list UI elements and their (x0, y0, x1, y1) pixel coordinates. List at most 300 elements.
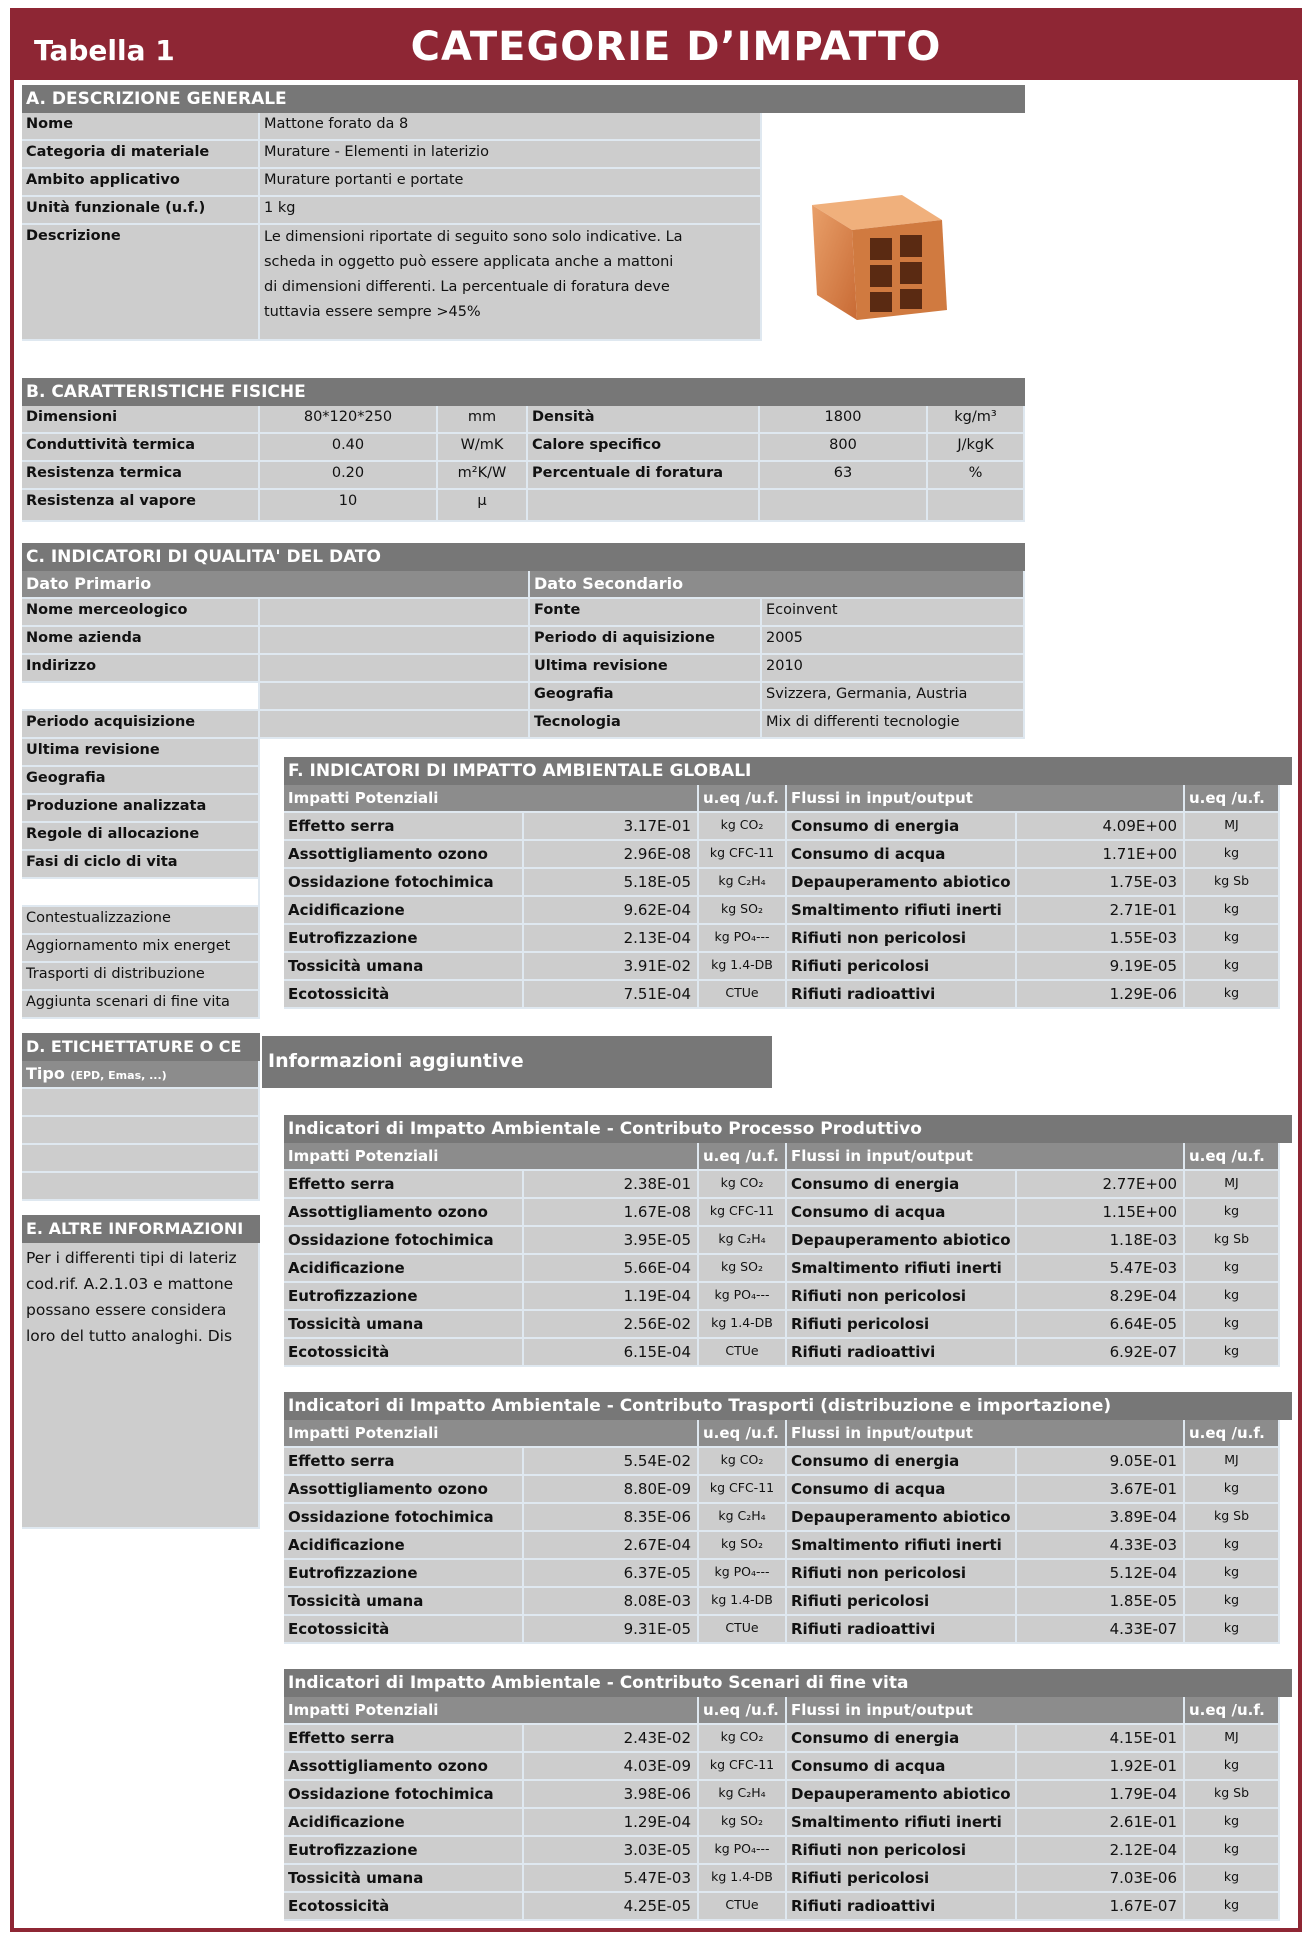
col-flussi: Flussi in input/output (787, 785, 1185, 813)
flux-name: Rifiuti radioattivi (787, 1893, 1017, 1921)
c-right-value: 2010 (762, 655, 1025, 683)
impact-value: 2.67E-04 (524, 1532, 699, 1560)
impact-unit: kg 1.4-DB (699, 1311, 787, 1339)
c-mid-cell (260, 683, 530, 711)
table-row (284, 1560, 1292, 1588)
impact-unit: kg C₂H₄ (699, 1504, 787, 1532)
c-right-row (530, 655, 1025, 683)
impact-value: 6.37E-05 (524, 1560, 699, 1588)
b-cell: kg/m³ (928, 406, 1025, 434)
impact-name: Ossidazione fotochimica (284, 1781, 524, 1809)
table-title: Indicatori di Impatto Ambientale - Contributo Scenari di fine vita (284, 1669, 1292, 1697)
col-flussi: Flussi in input/output (787, 1697, 1185, 1725)
impact-name: Assottigliamento ozono (284, 1753, 524, 1781)
table-header (284, 1143, 1292, 1171)
table-title: Indicatori di Impatto Ambientale - Contributo Processo Produttivo (284, 1115, 1292, 1143)
flux-value: 1.29E-06 (1017, 981, 1185, 1009)
flux-unit: kg Sb (1185, 1504, 1280, 1532)
impact-value: 5.66E-04 (524, 1255, 699, 1283)
impact-name: Eutrofizzazione (284, 1560, 524, 1588)
impact-value: 9.62E-04 (524, 897, 699, 925)
impact-value: 9.31E-05 (524, 1616, 699, 1644)
table-row (284, 1588, 1292, 1616)
flux-value: 7.03E-06 (1017, 1865, 1185, 1893)
flux-value: 6.64E-05 (1017, 1311, 1185, 1339)
impact-unit: kg SO₂ (699, 897, 787, 925)
flux-value: 1.18E-03 (1017, 1227, 1185, 1255)
impact-unit: kg C₂H₄ (699, 869, 787, 897)
impact-value: 8.80E-09 (524, 1476, 699, 1504)
impact-name: Assottigliamento ozono (284, 1199, 524, 1227)
impact-name: Eutrofizzazione (284, 925, 524, 953)
flux-unit: kg (1185, 1753, 1280, 1781)
col-impatti: Impatti Potenziali (284, 1143, 699, 1171)
flux-name: Consumo di energia (787, 1171, 1017, 1199)
flux-value: 5.47E-03 (1017, 1255, 1185, 1283)
impact-unit: kg 1.4-DB (699, 1588, 787, 1616)
flux-unit: kg (1185, 1476, 1280, 1504)
impact-name: Acidificazione (284, 1809, 524, 1837)
flux-name: Depauperamento abiotico (787, 1504, 1017, 1532)
flux-value: 1.15E+00 (1017, 1199, 1185, 1227)
flux-name: Rifiuti non pericolosi (787, 925, 1017, 953)
c-right-row (530, 711, 1025, 739)
table-row (284, 1865, 1292, 1893)
c-mid-cell (260, 599, 530, 627)
impact-name: Ecotossicità (284, 1616, 524, 1644)
impact-unit: kg CO₂ (699, 1171, 787, 1199)
altre-info-text: Per i differenti tipi di lateriz cod.rif. A.2.1.03 e mattone possano essere considera loro del tutto analoghi. Dis (22, 1243, 260, 1529)
table-row (284, 1283, 1292, 1311)
table-row (284, 1339, 1292, 1367)
flux-unit: kg (1185, 1809, 1280, 1837)
b-cell: J/kgK (928, 434, 1025, 462)
table-row (284, 1171, 1292, 1199)
table-row (284, 1753, 1292, 1781)
a-label: Unità funzionale (u.f.) (22, 197, 260, 225)
flux-name: Smaltimento rifiuti inerti (787, 1809, 1017, 1837)
flux-value: 2.71E-01 (1017, 897, 1185, 925)
table-row (284, 1781, 1292, 1809)
flux-unit: kg (1185, 1865, 1280, 1893)
impact-value: 8.08E-03 (524, 1588, 699, 1616)
b-cell: 1800 (760, 406, 928, 434)
b-cell: 0.40 (260, 434, 438, 462)
impact-name: Acidificazione (284, 1532, 524, 1560)
col-flussi: Flussi in input/output (787, 1143, 1185, 1171)
flux-unit: kg (1185, 1616, 1280, 1644)
flux-value: 2.61E-01 (1017, 1809, 1185, 1837)
impact-name: Tossicità umana (284, 1588, 524, 1616)
col-flussi: Flussi in input/output (787, 1420, 1185, 1448)
c-left-label (22, 879, 260, 907)
flux-name: Rifiuti radioattivi (787, 1616, 1017, 1644)
impact-name: Ossidazione fotochimica (284, 869, 524, 897)
page-title: CATEGORIE D’IMPATTO (410, 24, 942, 70)
flux-value: 1.71E+00 (1017, 841, 1185, 869)
impact-unit: kg 1.4-DB (699, 1865, 787, 1893)
b-cell: μ (438, 490, 528, 522)
table-row (284, 1199, 1292, 1227)
c-right-value: 2005 (762, 627, 1025, 655)
impact-unit: kg CO₂ (699, 1725, 787, 1753)
section-c-title: C. INDICATORI DI QUALITA' DEL DATO (22, 543, 1025, 571)
c-left-label: Ultima revisione (22, 739, 260, 767)
impact-name: Effetto serra (284, 1448, 524, 1476)
c-right-row (530, 683, 1025, 711)
flux-value: 3.67E-01 (1017, 1476, 1185, 1504)
flux-name: Smaltimento rifiuti inerti (787, 1532, 1017, 1560)
flux-name: Rifiuti non pericolosi (787, 1837, 1017, 1865)
impact-value: 2.38E-01 (524, 1171, 699, 1199)
c-left-label: Regole di allocazione (22, 823, 260, 851)
impact-unit: CTUe (699, 1339, 787, 1367)
flux-name: Rifiuti pericolosi (787, 1588, 1017, 1616)
impact-name: Effetto serra (284, 813, 524, 841)
flux-name: Depauperamento abiotico (787, 1781, 1017, 1809)
impact-unit: kg CO₂ (699, 813, 787, 841)
a-value: Murature - Elementi in laterizio (260, 141, 762, 169)
c-left-label: Aggiornamento mix energet (22, 935, 260, 963)
impact-value: 1.19E-04 (524, 1283, 699, 1311)
impact-name: Ecotossicità (284, 981, 524, 1009)
impact-value: 6.15E-04 (524, 1339, 699, 1367)
c-left-label: Indirizzo (22, 655, 260, 683)
flux-value: 1.85E-05 (1017, 1588, 1185, 1616)
impact-value: 3.03E-05 (524, 1837, 699, 1865)
b-cell: 80*120*250 (260, 406, 438, 434)
impact-name: Effetto serra (284, 1725, 524, 1753)
impact-unit: kg SO₂ (699, 1532, 787, 1560)
b-cell: % (928, 462, 1025, 490)
a-value: Mattone forato da 8 (260, 113, 762, 141)
impact-value: 5.54E-02 (524, 1448, 699, 1476)
flux-value: 4.33E-03 (1017, 1532, 1185, 1560)
flux-value: 4.09E+00 (1017, 813, 1185, 841)
impact-unit: kg 1.4-DB (699, 953, 787, 981)
flux-name: Rifiuti non pericolosi (787, 1283, 1017, 1311)
table-title: Indicatori di Impatto Ambientale - Contributo Trasporti (distribuzione e importazione) (284, 1392, 1292, 1420)
a-label: Ambito applicativo (22, 169, 260, 197)
flux-value: 1.55E-03 (1017, 925, 1185, 953)
flux-unit: kg (1185, 1532, 1280, 1560)
flux-value: 2.77E+00 (1017, 1171, 1185, 1199)
table-row (284, 1809, 1292, 1837)
a-label: Nome (22, 113, 260, 141)
col-impatti: Impatti Potenziali (284, 1420, 699, 1448)
impact-name: Tossicità umana (284, 953, 524, 981)
section-a-title: A. DESCRIZIONE GENERALE (22, 85, 1025, 113)
description-text: Le dimensioni riportate di seguito sono solo indicative. La scheda in oggetto può essere applicata anche a mattoni di dimensioni differenti. La percentuale di foratura deve tuttavia essere sempre >45% (260, 225, 762, 341)
flux-unit: kg (1185, 1283, 1280, 1311)
impact-name: Assottigliamento ozono (284, 841, 524, 869)
impact-unit: kg CFC-11 (699, 1199, 787, 1227)
desc-label: Descrizione (22, 225, 260, 341)
a-label: Categoria di materiale (22, 141, 260, 169)
flux-unit: kg Sb (1185, 1781, 1280, 1809)
c-right-value: Mix di differenti tecnologie (762, 711, 1025, 739)
flux-name: Consumo di acqua (787, 1753, 1017, 1781)
impact-name: Ossidazione fotochimica (284, 1227, 524, 1255)
a-row (22, 113, 1025, 141)
table-header (284, 785, 1292, 813)
impact-unit: kg PO₄--- (699, 1837, 787, 1865)
c-right-value: Svizzera, Germania, Austria (762, 683, 1025, 711)
impact-unit: kg CFC-11 (699, 1476, 787, 1504)
table-row (284, 897, 1292, 925)
flux-name: Rifiuti pericolosi (787, 1311, 1017, 1339)
title-banner (10, 8, 1302, 80)
col-impatti: Impatti Potenziali (284, 1697, 699, 1725)
impact-name: Effetto serra (284, 1171, 524, 1199)
impact-unit: kg CFC-11 (699, 1753, 787, 1781)
c-left-label: Trasporti di distribuzione (22, 963, 260, 991)
c-left-label: Periodo acquisizione (22, 711, 260, 739)
flux-unit: MJ (1185, 1171, 1280, 1199)
flux-name: Rifiuti non pericolosi (787, 1560, 1017, 1588)
c-left-label: Fasi di ciclo di vita (22, 851, 260, 879)
c-right-value: Ecoinvent (762, 599, 1025, 627)
c-right-row (530, 627, 1025, 655)
impact-value: 3.95E-05 (524, 1227, 699, 1255)
impact-unit: kg C₂H₄ (699, 1227, 787, 1255)
section-e (22, 1215, 260, 1529)
impact-value: 2.56E-02 (524, 1311, 699, 1339)
table-row (284, 1616, 1292, 1644)
flux-unit: kg (1185, 1893, 1280, 1921)
b-cell: 800 (760, 434, 928, 462)
flux-value: 5.12E-04 (1017, 1560, 1185, 1588)
b-cell: 10 (260, 490, 438, 522)
impact-name: Assottigliamento ozono (284, 1476, 524, 1504)
b-cell: Densità (528, 406, 760, 434)
flux-name: Consumo di acqua (787, 841, 1017, 869)
flux-name: Consumo di acqua (787, 1476, 1017, 1504)
b-cell: Calore specifico (528, 434, 760, 462)
flux-name: Rifiuti pericolosi (787, 953, 1017, 981)
c-right-label: Periodo di aquisizione (530, 627, 762, 655)
impact-name: Acidificazione (284, 1255, 524, 1283)
flux-name: Smaltimento rifiuti inerti (787, 897, 1017, 925)
table-row (284, 1837, 1292, 1865)
table-row (284, 1311, 1292, 1339)
b-cell: 63 (760, 462, 928, 490)
table-row (284, 1893, 1292, 1921)
flux-value: 4.15E-01 (1017, 1725, 1185, 1753)
flux-unit: kg (1185, 1255, 1280, 1283)
b-cell: W/mK (438, 434, 528, 462)
flux-name: Rifiuti pericolosi (787, 1865, 1017, 1893)
info-aggiuntive-bar: Informazioni aggiuntive (262, 1036, 772, 1088)
flux-unit: MJ (1185, 813, 1280, 841)
b-row (22, 406, 1025, 434)
b-row (22, 462, 1025, 490)
impact-unit: kg PO₄--- (699, 925, 787, 953)
b-row (22, 434, 1025, 462)
b-cell: m²K/W (438, 462, 528, 490)
impact-value: 7.51E-04 (524, 981, 699, 1009)
flux-unit: kg Sb (1185, 1227, 1280, 1255)
dato-primario: Dato Primario (22, 571, 530, 599)
flux-value: 2.12E-04 (1017, 1837, 1185, 1865)
flux-name: Smaltimento rifiuti inerti (787, 1255, 1017, 1283)
flux-value: 1.67E-07 (1017, 1893, 1185, 1921)
table-row (284, 925, 1292, 953)
flux-unit: kg (1185, 1339, 1280, 1367)
impact-value: 1.29E-04 (524, 1809, 699, 1837)
col-ueq: u.eq /u.f. (699, 1143, 787, 1171)
a-value: 1 kg (260, 197, 762, 225)
flux-unit: MJ (1185, 1725, 1280, 1753)
dato-secondario: Dato Secondario (530, 571, 1025, 599)
c-left-label (22, 683, 260, 711)
impact-value: 3.91E-02 (524, 953, 699, 981)
impact-unit: kg CFC-11 (699, 841, 787, 869)
flux-value: 9.19E-05 (1017, 953, 1185, 981)
flux-unit: kg (1185, 1199, 1280, 1227)
impact-unit: kg CO₂ (699, 1448, 787, 1476)
impact-unit: kg C₂H₄ (699, 1781, 787, 1809)
flux-name: Rifiuti radioattivi (787, 1339, 1017, 1367)
b-cell: mm (438, 406, 528, 434)
table-title: F. INDICATORI DI IMPATTO AMBIENTALE GLOBALI (284, 757, 1292, 785)
impact-value: 4.03E-09 (524, 1753, 699, 1781)
table-row (284, 1476, 1292, 1504)
flux-value: 8.29E-04 (1017, 1283, 1185, 1311)
table-number: Tabella 1 (34, 34, 175, 67)
b-cell (760, 490, 928, 522)
impact-name: Ecotossicità (284, 1339, 524, 1367)
c-mid-cell (260, 627, 530, 655)
impact-value: 4.25E-05 (524, 1893, 699, 1921)
impact-unit: kg SO₂ (699, 1809, 787, 1837)
flux-value: 6.92E-07 (1017, 1339, 1185, 1367)
flux-name: Consumo di acqua (787, 1199, 1017, 1227)
c-left-label: Produzione analizzata (22, 795, 260, 823)
c-right-label: Tecnologia (530, 711, 762, 739)
c-right-row (530, 599, 1025, 627)
c-mid-cell (260, 711, 530, 739)
b-cell: Resistenza al vapore (22, 490, 260, 522)
flux-unit: kg Sb (1185, 869, 1280, 897)
c-left-label: Nome azienda (22, 627, 260, 655)
section-b-title: B. CARATTERISTICHE FISICHE (22, 378, 1025, 406)
b-cell (928, 490, 1025, 522)
brick-image (792, 165, 972, 325)
impact-unit: kg SO₂ (699, 1255, 787, 1283)
impact-unit: CTUe (699, 1893, 787, 1921)
impact-value: 5.18E-05 (524, 869, 699, 897)
b-cell: Percentuale di foratura (528, 462, 760, 490)
flux-unit: kg (1185, 1311, 1280, 1339)
b-cell: 0.20 (260, 462, 438, 490)
b-cell: Resistenza termica (22, 462, 260, 490)
flux-unit: kg (1185, 1560, 1280, 1588)
impact-value: 3.17E-01 (524, 813, 699, 841)
tipo-label: Tipo (26, 1064, 65, 1083)
c-mid-cell (260, 655, 530, 683)
flux-unit: kg (1185, 841, 1280, 869)
flux-name: Consumo di energia (787, 813, 1017, 841)
table-header (284, 1420, 1292, 1448)
flux-unit: kg (1185, 897, 1280, 925)
flux-value: 1.75E-03 (1017, 869, 1185, 897)
b-row (22, 490, 1025, 522)
table-row (284, 869, 1292, 897)
table-row (284, 813, 1292, 841)
flux-unit: kg (1185, 1837, 1280, 1865)
table-row (284, 953, 1292, 981)
table-row (284, 1532, 1292, 1560)
impact-name: Eutrofizzazione (284, 1283, 524, 1311)
impact-name: Acidificazione (284, 897, 524, 925)
impact-value: 2.13E-04 (524, 925, 699, 953)
c-right-label: Fonte (530, 599, 762, 627)
impact-name: Ossidazione fotochimica (284, 1504, 524, 1532)
col-impatti: Impatti Potenziali (284, 785, 699, 813)
flux-unit: kg (1185, 953, 1280, 981)
table-row (284, 1227, 1292, 1255)
b-cell (528, 490, 760, 522)
flux-value: 1.79E-04 (1017, 1781, 1185, 1809)
col-ueq: u.eq /u.f. (1185, 1420, 1280, 1448)
col-ueq: u.eq /u.f. (699, 1420, 787, 1448)
table-row (284, 1504, 1292, 1532)
impact-value: 1.67E-08 (524, 1199, 699, 1227)
c-left-label: Aggiunta scenari di fine vita (22, 991, 260, 1019)
impact-value: 5.47E-03 (524, 1865, 699, 1893)
impact-name: Tossicità umana (284, 1865, 524, 1893)
flux-unit: kg (1185, 1588, 1280, 1616)
section-c (22, 543, 1025, 599)
col-ueq: u.eq /u.f. (1185, 785, 1280, 813)
flux-value: 3.89E-04 (1017, 1504, 1185, 1532)
c-right-label: Geografia (530, 683, 762, 711)
flux-value: 4.33E-07 (1017, 1616, 1185, 1644)
c-right-label: Ultima revisione (530, 655, 762, 683)
flux-name: Depauperamento abiotico (787, 869, 1017, 897)
a-value: Murature portanti e portate (260, 169, 762, 197)
impact-unit: CTUe (699, 1616, 787, 1644)
table-row (284, 1448, 1292, 1476)
flux-name: Consumo di energia (787, 1448, 1017, 1476)
flux-name: Consumo di energia (787, 1725, 1017, 1753)
impact-name: Ecotossicità (284, 1893, 524, 1921)
section-e-title: E. ALTRE INFORMAZIONI (22, 1215, 260, 1243)
impact-unit: kg PO₄--- (699, 1283, 787, 1311)
table-row (284, 1255, 1292, 1283)
table-row (284, 1725, 1292, 1753)
impact-value: 2.43E-02 (524, 1725, 699, 1753)
section-b (22, 378, 1025, 522)
flux-value: 9.05E-01 (1017, 1448, 1185, 1476)
table-row (284, 841, 1292, 869)
col-ueq: u.eq /u.f. (699, 1697, 787, 1725)
c-left-label: Geografia (22, 767, 260, 795)
c-left-label: Contestualizzazione (22, 907, 260, 935)
impact-value: 2.96E-08 (524, 841, 699, 869)
flux-name: Rifiuti radioattivi (787, 981, 1017, 1009)
flux-unit: kg (1185, 925, 1280, 953)
impact-unit: kg PO₄--- (699, 1560, 787, 1588)
impact-unit: CTUe (699, 981, 787, 1009)
col-ueq: u.eq /u.f. (1185, 1143, 1280, 1171)
c-left-label: Nome merceologico (22, 599, 260, 627)
table-row (284, 981, 1292, 1009)
impact-value: 3.98E-06 (524, 1781, 699, 1809)
section-d: D. ETICHETTATURE O CE Tipo (EPD, Emas, ...) (22, 1033, 260, 1201)
b-cell: Dimensioni (22, 406, 260, 434)
